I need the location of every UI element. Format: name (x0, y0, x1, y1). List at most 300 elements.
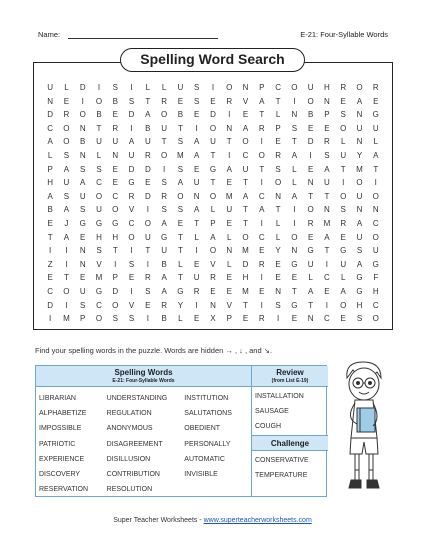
grid-letter[interactable]: H (47, 178, 54, 188)
grid-letter[interactable]: O (128, 232, 135, 242)
grid-letter[interactable]: A (340, 286, 346, 296)
grid-letter[interactable]: E (340, 314, 346, 324)
grid-letter[interactable]: R (372, 83, 379, 92)
grid-letter[interactable]: U (242, 164, 249, 174)
grid-letter[interactable]: B (161, 314, 167, 324)
grid-letter[interactable]: N (356, 205, 363, 215)
grid-letter[interactable]: U (128, 150, 135, 160)
grid-letter[interactable]: E (307, 164, 314, 174)
grid-letter[interactable]: A (356, 96, 363, 106)
grid-letter[interactable]: I (146, 205, 149, 215)
grid-letter[interactable]: I (195, 300, 198, 310)
grid-letter[interactable]: E (80, 232, 86, 242)
grid-letter[interactable]: A (356, 218, 363, 228)
grid-letter[interactable]: O (112, 205, 119, 215)
grid-letter[interactable]: T (275, 96, 281, 106)
grid-letter[interactable]: S (63, 191, 70, 201)
grid-letter[interactable]: S (340, 110, 346, 120)
grid-letter[interactable]: E (259, 286, 265, 296)
grid-letter[interactable]: O (177, 191, 184, 201)
grid-letter[interactable]: O (372, 232, 379, 242)
grid-letter[interactable]: I (293, 218, 296, 228)
grid-letter[interactable]: U (193, 178, 200, 188)
grid-letter[interactable]: L (373, 137, 378, 147)
grid-letter[interactable]: R (258, 314, 265, 324)
grid-letter[interactable]: G (307, 246, 314, 256)
grid-letter[interactable]: R (340, 83, 347, 92)
grid-letter[interactable]: O (144, 218, 151, 228)
grid-letter[interactable]: I (49, 314, 52, 324)
grid-letter[interactable]: U (112, 137, 119, 147)
grid-letter[interactable]: G (356, 273, 363, 283)
grid-letter[interactable]: G (356, 286, 363, 296)
grid-letter[interactable]: R (193, 286, 200, 296)
grid-letter[interactable]: O (340, 123, 347, 133)
grid-letter[interactable]: R (340, 218, 347, 228)
grid-letter[interactable]: N (291, 246, 298, 256)
grid-letter[interactable]: R (128, 191, 135, 201)
grid-letter[interactable]: U (96, 205, 102, 215)
grid-letter[interactable]: S (80, 300, 86, 310)
grid-letter[interactable]: H (356, 300, 363, 310)
grid-letter[interactable]: D (242, 259, 249, 269)
grid-letter[interactable]: S (161, 178, 167, 188)
grid-letter[interactable]: C (324, 273, 330, 283)
grid-letter[interactable]: T (145, 96, 151, 106)
grid-letter[interactable]: S (194, 96, 200, 106)
grid-letter[interactable]: O (258, 150, 265, 160)
grid-letter[interactable]: S (80, 164, 86, 174)
grid-letter[interactable]: N (324, 96, 330, 106)
grid-letter[interactable]: A (194, 137, 200, 147)
name-line[interactable] (68, 38, 218, 39)
grid-letter[interactable]: I (146, 259, 149, 269)
grid-letter[interactable]: I (228, 110, 231, 120)
grid-letter[interactable]: G (128, 178, 135, 188)
grid-letter[interactable]: U (307, 259, 314, 269)
grid-letter[interactable]: A (291, 150, 298, 160)
grid-letter[interactable]: L (275, 232, 281, 242)
grid-letter[interactable]: R (324, 137, 330, 147)
grid-letter[interactable]: I (260, 137, 263, 147)
grid-letter[interactable]: I (65, 259, 68, 269)
grid-letter[interactable]: I (276, 314, 280, 324)
grid-letter[interactable]: B (145, 123, 151, 133)
grid-letter[interactable]: Z (47, 259, 53, 269)
grid-letter[interactable]: D (144, 191, 151, 201)
grid-letter[interactable]: S (112, 83, 118, 92)
grid-letter[interactable]: E (194, 164, 200, 174)
grid-letter[interactable]: U (63, 178, 70, 188)
grid-letter[interactable]: I (260, 300, 263, 310)
grid-letter[interactable]: D (210, 110, 216, 120)
grid-letter[interactable]: L (340, 273, 346, 283)
grid-letter[interactable]: N (47, 96, 54, 106)
grid-letter[interactable]: O (209, 191, 217, 201)
grid-letter[interactable]: O (63, 286, 70, 296)
grid-letter[interactable]: V (128, 300, 135, 310)
grid-letter[interactable]: S (275, 164, 281, 174)
grid-letter[interactable]: B (47, 205, 53, 215)
grid-letter[interactable]: I (65, 300, 68, 310)
grid-letter[interactable]: R (161, 300, 167, 310)
grid-letter[interactable]: P (210, 218, 216, 228)
grid-letter[interactable]: O (63, 137, 70, 147)
grid-letter[interactable]: A (324, 164, 330, 174)
grid-letter[interactable]: E (226, 286, 232, 296)
grid-letter[interactable]: E (291, 273, 298, 283)
grid-letter[interactable]: T (275, 205, 281, 215)
grid-letter[interactable]: P (259, 83, 265, 92)
grid-letter[interactable]: O (95, 314, 103, 324)
grid-letter[interactable]: T (243, 218, 248, 228)
grid-letter[interactable]: S (63, 150, 70, 160)
grid-letter[interactable]: A (194, 205, 200, 215)
grid-letter[interactable]: O (372, 314, 379, 324)
grid-letter[interactable]: N (372, 205, 379, 215)
grid-letter[interactable]: U (372, 246, 379, 256)
grid-letter[interactable]: E (340, 96, 346, 106)
grid-letter[interactable]: M (356, 164, 363, 174)
grid-letter[interactable]: T (340, 164, 346, 174)
grid-letter[interactable]: L (178, 314, 183, 324)
grid-letter[interactable]: D (128, 164, 135, 174)
grid-letter[interactable]: E (112, 164, 118, 174)
grid-letter[interactable]: G (160, 232, 168, 242)
grid-letter[interactable]: M (177, 150, 184, 160)
grid-letter[interactable]: S (161, 205, 167, 215)
grid-letter[interactable]: B (161, 259, 167, 269)
grid-letter[interactable]: A (161, 273, 167, 283)
grid-letter[interactable]: S (177, 137, 184, 147)
grid-letter[interactable]: T (324, 246, 330, 256)
grid-letter[interactable]: T (243, 178, 248, 188)
grid-letter[interactable]: P (226, 314, 232, 324)
grid-letter[interactable]: R (210, 273, 216, 283)
grid-letter[interactable]: C (112, 191, 119, 201)
grid-letter[interactable]: H (324, 83, 330, 92)
grid-letter[interactable]: I (260, 178, 263, 188)
grid-letter[interactable]: V (242, 96, 249, 106)
grid-letter[interactable]: I (65, 246, 68, 256)
grid-letter[interactable]: L (292, 178, 297, 188)
grid-letter[interactable]: B (177, 110, 184, 120)
grid-letter[interactable]: H (112, 232, 119, 242)
grid-letter[interactable]: E (194, 110, 200, 120)
grid-letter[interactable]: I (374, 178, 377, 188)
grid-letter[interactable]: O (95, 191, 103, 201)
grid-letter[interactable]: E (177, 218, 184, 228)
grid-letter[interactable]: P (80, 314, 86, 324)
grid-letter[interactable]: E (80, 273, 86, 283)
grid-letter[interactable]: O (242, 232, 249, 242)
grid-letter[interactable]: G (372, 110, 379, 120)
grid-letter[interactable]: E (112, 110, 118, 120)
grid-letter[interactable]: L (275, 110, 281, 120)
grid-letter[interactable]: C (96, 300, 102, 310)
grid-letter[interactable]: U (96, 137, 102, 147)
grid-letter[interactable]: T (308, 300, 314, 310)
grid-letter[interactable]: T (161, 137, 167, 147)
grid-letter[interactable]: A (63, 164, 70, 174)
grid-letter[interactable]: D (307, 137, 314, 147)
grid-letter[interactable]: O (95, 96, 103, 106)
grid-letter[interactable]: N (226, 246, 233, 256)
grid-letter[interactable]: T (324, 191, 330, 201)
grid-letter[interactable]: R (275, 150, 281, 160)
grid-letter[interactable]: N (307, 178, 314, 188)
grid-letter[interactable]: A (47, 137, 53, 147)
grid-letter[interactable]: E (194, 314, 200, 324)
grid-letter[interactable]: S (177, 205, 184, 215)
grid-letter[interactable]: T (291, 137, 297, 147)
grid-letter[interactable]: E (145, 178, 151, 188)
grid-letter[interactable]: T (226, 137, 232, 147)
grid-letter[interactable]: O (340, 300, 347, 310)
grid-letter[interactable]: A (259, 205, 265, 215)
grid-letter[interactable]: S (324, 150, 330, 160)
grid-letter[interactable]: D (112, 286, 119, 296)
grid-letter[interactable]: Y (177, 300, 184, 310)
grid-letter[interactable]: U (356, 232, 363, 242)
grid-letter[interactable]: A (194, 150, 200, 160)
grid-letter[interactable]: U (340, 150, 347, 160)
grid-letter[interactable]: V (96, 259, 102, 269)
grid-letter[interactable]: R (161, 96, 167, 106)
grid-letter[interactable]: E (47, 273, 53, 283)
grid-letter[interactable]: E (226, 218, 232, 228)
grid-letter[interactable]: E (324, 123, 330, 133)
grid-letter[interactable]: C (372, 218, 379, 228)
grid-letter[interactable]: L (161, 83, 167, 92)
grid-letter[interactable]: N (79, 259, 86, 269)
grid-letter[interactable]: E (324, 286, 330, 296)
grid-letter[interactable]: P (324, 110, 330, 120)
grid-letter[interactable]: S (145, 286, 151, 296)
grid-letter[interactable]: N (210, 300, 216, 310)
grid-letter[interactable]: I (195, 123, 198, 133)
grid-letter[interactable]: S (356, 246, 363, 256)
grid-letter[interactable]: C (372, 300, 379, 310)
grid-letter[interactable]: G (177, 286, 184, 296)
grid-letter[interactable]: A (259, 96, 265, 106)
grid-letter[interactable]: L (145, 83, 151, 92)
grid-letter[interactable]: E (291, 314, 298, 324)
grid-letter[interactable]: B (80, 137, 86, 147)
grid-letter[interactable]: T (112, 246, 118, 256)
grid-letter[interactable]: T (96, 123, 102, 133)
grid-letter[interactable]: L (47, 150, 53, 160)
grid-letter[interactable]: I (228, 150, 231, 160)
grid-letter[interactable]: C (242, 150, 249, 160)
grid-letter[interactable]: A (128, 137, 135, 147)
grid-letter[interactable]: T (243, 205, 248, 215)
grid-letter[interactable]: R (226, 96, 233, 106)
grid-letter[interactable]: E (194, 259, 200, 269)
grid-letter[interactable]: C (258, 191, 265, 201)
grid-letter[interactable]: L (227, 232, 232, 242)
grid-letter[interactable]: U (177, 83, 184, 92)
grid-letter[interactable]: I (49, 246, 52, 256)
grid-letter[interactable]: L (210, 205, 216, 215)
grid-letter[interactable]: D (47, 110, 54, 120)
grid-letter[interactable]: G (291, 259, 298, 269)
grid-letter[interactable]: G (95, 218, 103, 228)
grid-letter[interactable]: U (324, 178, 330, 188)
grid-letter[interactable]: I (309, 150, 312, 160)
grid-letter[interactable]: A (145, 110, 151, 120)
grid-letter[interactable]: A (47, 191, 53, 201)
grid-letter[interactable]: R (144, 150, 151, 160)
grid-letter[interactable]: A (356, 259, 363, 269)
grid-letter[interactable]: H (96, 232, 102, 242)
grid-letter[interactable]: U (226, 205, 233, 215)
grid-letter[interactable]: U (79, 191, 86, 201)
grid-letter[interactable]: M (242, 286, 249, 296)
grid-letter[interactable]: T (177, 232, 183, 242)
footer-link[interactable]: www.superteacherworksheets.com (203, 517, 312, 524)
grid-letter[interactable]: O (226, 83, 233, 92)
grid-letter[interactable]: T (177, 123, 183, 133)
grid-letter[interactable]: R (144, 273, 151, 283)
grid-letter[interactable]: M (242, 246, 249, 256)
grid-letter[interactable]: O (209, 123, 217, 133)
grid-letter[interactable]: B (112, 96, 118, 106)
grid-letter[interactable]: I (325, 300, 329, 310)
grid-letter[interactable]: C (47, 123, 54, 133)
grid-letter[interactable]: S (112, 314, 118, 324)
grid-letter[interactable]: E (275, 273, 281, 283)
grid-letter[interactable]: N (291, 110, 298, 120)
grid-letter[interactable]: O (79, 110, 86, 120)
grid-letter[interactable]: L (64, 83, 69, 92)
grid-letter[interactable]: S (128, 314, 135, 324)
grid-letter[interactable]: S (340, 205, 346, 215)
grid-letter[interactable]: S (96, 164, 102, 174)
grid-letter[interactable]: H (242, 273, 249, 283)
grid-letter[interactable]: C (258, 232, 265, 242)
grid-letter[interactable]: F (373, 273, 379, 283)
grid-letter[interactable]: U (144, 232, 151, 242)
grid-letter[interactable]: T (177, 273, 183, 283)
grid-letter[interactable]: N (226, 123, 233, 133)
grid-letter[interactable]: C (275, 83, 281, 92)
grid-letter[interactable]: T (243, 300, 248, 310)
grid-letter[interactable]: I (211, 83, 215, 92)
grid-letter[interactable]: O (160, 150, 168, 160)
grid-letter[interactable]: T (47, 232, 53, 242)
grid-letter[interactable]: S (194, 83, 200, 92)
grid-letter[interactable]: T (63, 273, 69, 283)
grid-letter[interactable]: R (112, 123, 119, 133)
grid-letter[interactable]: C (324, 314, 330, 324)
grid-letter[interactable]: R (258, 259, 265, 269)
grid-letter[interactable]: I (260, 218, 263, 228)
grid-letter[interactable]: L (275, 218, 281, 228)
grid-letter[interactable]: E (177, 96, 184, 106)
grid-letter[interactable]: L (96, 150, 102, 160)
grid-letter[interactable]: R (63, 110, 70, 120)
grid-letter[interactable]: I (130, 286, 133, 296)
grid-letter[interactable]: G (340, 246, 347, 256)
grid-letter[interactable]: L (227, 259, 232, 269)
grid-letter[interactable]: O (291, 232, 298, 242)
grid-letter[interactable]: A (63, 232, 70, 242)
grid-letter[interactable]: L (178, 259, 183, 269)
grid-letter[interactable]: U (372, 123, 379, 133)
grid-letter[interactable]: E (128, 273, 135, 283)
grid-letter[interactable]: S (128, 259, 135, 269)
grid-letter[interactable]: T (308, 191, 314, 201)
grid-letter[interactable]: U (340, 259, 347, 269)
grid-letter[interactable]: L (292, 164, 297, 174)
grid-letter[interactable]: N (112, 150, 119, 160)
grid-letter[interactable]: O (242, 137, 249, 147)
grid-letter[interactable]: I (146, 314, 149, 324)
grid-letter[interactable]: O (356, 178, 363, 188)
grid-letter[interactable]: E (210, 96, 216, 106)
grid-letter[interactable]: A (210, 232, 216, 242)
grid-letter[interactable]: Y (275, 246, 281, 256)
grid-letter[interactable]: R (258, 123, 265, 133)
grid-letter[interactable]: D (79, 83, 86, 92)
grid-letter[interactable]: M (225, 191, 233, 201)
grid-letter[interactable]: O (160, 110, 168, 120)
grid-letter[interactable]: D (47, 300, 54, 310)
grid-letter[interactable]: P (112, 273, 118, 283)
grid-letter[interactable]: U (161, 246, 167, 256)
grid-letter[interactable]: T (145, 246, 151, 256)
grid-letter[interactable]: O (307, 96, 314, 106)
grid-letter[interactable]: E (307, 232, 314, 242)
grid-letter[interactable]: E (259, 246, 265, 256)
grid-letter[interactable]: U (161, 123, 167, 133)
grid-letter[interactable]: S (96, 246, 102, 256)
grid-letter[interactable]: A (226, 164, 232, 174)
grid-letter[interactable]: L (308, 273, 313, 283)
grid-letter[interactable]: A (177, 178, 184, 188)
grid-letter[interactable]: U (47, 83, 54, 92)
grid-letter[interactable]: O (372, 191, 379, 201)
grid-letter[interactable]: N (193, 191, 200, 201)
grid-letter[interactable]: T (210, 150, 216, 160)
grid-letter[interactable]: R (161, 191, 167, 201)
grid-letter[interactable]: I (293, 205, 296, 215)
grid-letter[interactable]: M (95, 273, 103, 283)
grid-letter[interactable]: I (195, 246, 198, 256)
grid-letter[interactable]: G (79, 218, 86, 228)
grid-letter[interactable]: U (307, 83, 314, 92)
grid-letter[interactable]: I (97, 83, 101, 92)
grid-letter[interactable]: I (114, 259, 117, 269)
grid-letter[interactable]: X (210, 314, 216, 324)
grid-letter[interactable]: P (47, 164, 53, 174)
grid-letter[interactable]: T (194, 218, 200, 228)
grid-letter[interactable]: A (324, 232, 330, 242)
grid-letter[interactable]: T (210, 178, 216, 188)
grid-letter[interactable]: V (226, 300, 232, 310)
grid-letter[interactable]: I (130, 123, 133, 133)
grid-letter[interactable]: H (372, 286, 379, 296)
grid-letter[interactable]: Y (356, 150, 363, 160)
grid-letter[interactable]: E (373, 96, 379, 106)
grid-letter[interactable]: S (291, 123, 298, 133)
grid-letter[interactable]: E (340, 232, 346, 242)
grid-letter[interactable]: M (323, 218, 331, 228)
grid-letter[interactable]: G (95, 286, 103, 296)
grid-letter[interactable]: S (275, 300, 281, 310)
grid-letter[interactable]: T (259, 164, 265, 174)
